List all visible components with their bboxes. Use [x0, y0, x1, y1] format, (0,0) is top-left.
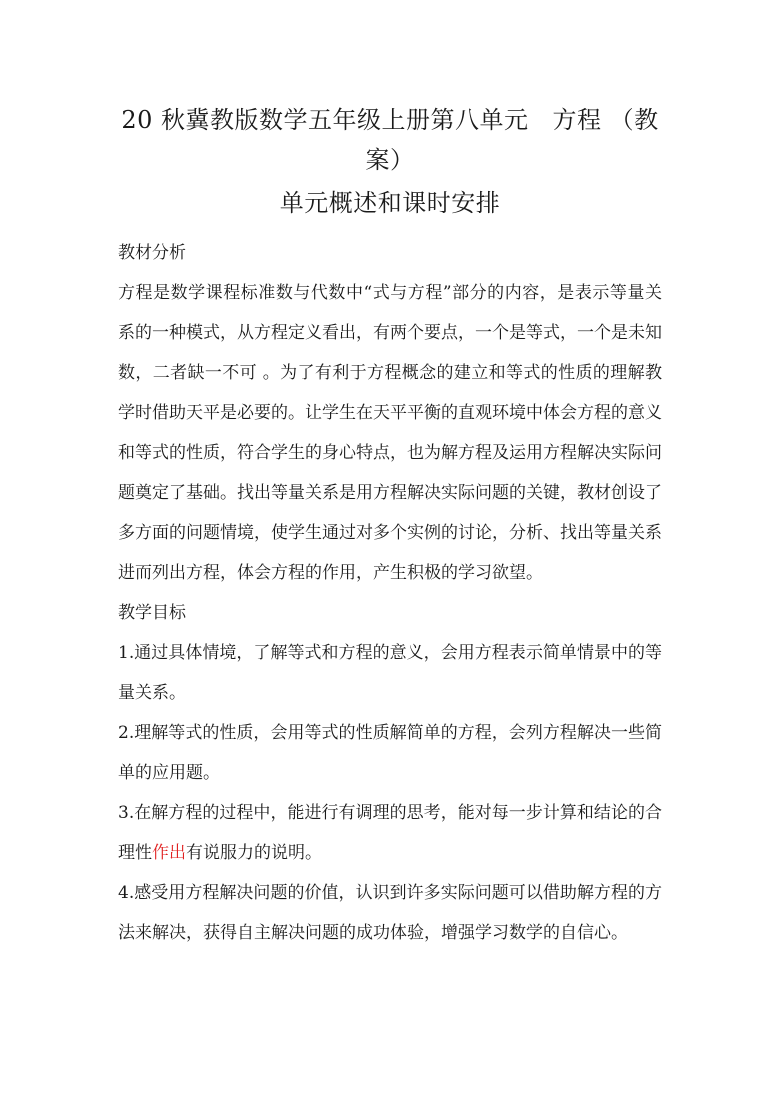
goal-item-3 [118, 793, 662, 873]
goal-item-2: 2.理解等式的性质，会用等式的性质解简单的方程，会列方程解决一些简单的应用题。 [118, 723, 662, 783]
title-main: 20 秋冀教版数学五年级上册第八单元 [121, 106, 529, 134]
goal-item-3-highlight: 作出 [152, 843, 186, 863]
document-subtitle: 单元概述和课时安排 [279, 189, 501, 217]
goal-item-3-text-before: 3.在解方程的过程中，能进行有调理的思考，能对每一步计算和结论的合理性 [118, 803, 662, 863]
document-body [118, 233, 662, 953]
goal-item-1: 1.通过具体情境，了解等式和方程的意义，会用方程表示简单情景中的等量关系。 [118, 643, 662, 703]
section-heading-goals: 教学目标 [118, 603, 186, 623]
section-heading-analysis: 教材分析 [118, 243, 186, 263]
title-suffix: （教案） [365, 106, 659, 174]
goal-item-3-text-after: 有说服力的说明。 [186, 843, 322, 863]
document-title [118, 100, 662, 180]
goal-item-4: 4.感受用方程解决问题的价值，认识到许多实际问题可以借助解方程的方法来解决，获得自主解决问题的成功体验，增强学习数学的自信心。 [118, 883, 662, 943]
title-topic: 方程 [552, 106, 602, 134]
analysis-paragraph: 方程是数学课程标准数与代数中“式与方程”部分的内容，是表示等量关系的一种模式，从方程定义看出，有两个要点，一个是等式，一个是未知数，二者缺一不可 。为了有利于方程概念的建立和等式的性质的理解教学时借助天平是必要的。让学生在天平平衡的直观环境中体会方程的意义和等式的性质，符合学生的身心特点，也为解方程及运用方程解决实际问题奠定了基础。找出等量关系是用方程解决实际问题的关键，教材创设了多方面的问题情境，使学生通过对多个实例的讨论，分析、找出等量关系进而列出方程，体会方程的作用，产生积极的学习欲望。 [118, 283, 662, 583]
